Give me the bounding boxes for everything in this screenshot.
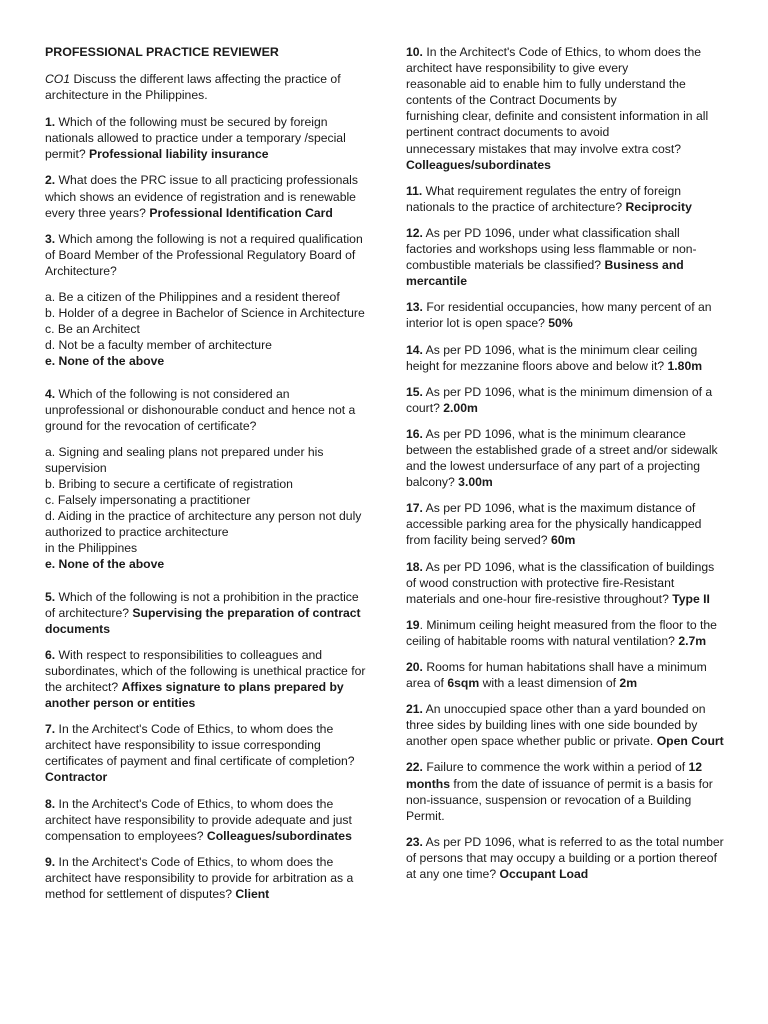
question-text-line: In the Architect's Code of Ethics, to whom does the architect have responsibility to give every xyxy=(406,45,701,76)
question-14 xyxy=(406,342,726,374)
right-column xyxy=(406,44,726,892)
question-text: For residential occupancies, how many percent of an interior lot is open space? xyxy=(406,300,712,331)
course-outcome-code: CO1 xyxy=(45,72,71,86)
question-answer: Type II xyxy=(672,591,710,606)
question-text: Rooms for human habitations shall have a minimum area of xyxy=(406,660,707,691)
question-answer: Contractor xyxy=(45,770,108,785)
question-3-options xyxy=(45,289,367,369)
question-number: 5. xyxy=(45,589,56,604)
question-answer: Colleagues/subordinates xyxy=(206,828,352,843)
question-answer-2: 2m xyxy=(619,676,638,691)
question-answer: Professional liability insurance xyxy=(89,147,269,162)
question-number: 15. xyxy=(406,384,423,399)
question-text-continued: with a least dimension of xyxy=(479,676,620,691)
question-number: 18. xyxy=(406,559,423,574)
document-title: PROFESSIONAL PRACTICE REVIEWER xyxy=(45,45,279,59)
question-text: . Minimum ceiling height measured from the floor to the ceiling of habitable rooms with natural ventilation? xyxy=(406,617,717,648)
question-text: As per PD 1096, what is referred to as the total number of persons that may occupy a building or a portion thereof at any one time? xyxy=(406,834,724,882)
question-answer: Professional Identification Card xyxy=(149,205,333,220)
question-text: Failure to commence the work within a period of xyxy=(422,760,689,775)
question-text: Which of the following is not a prohibition in the practice of architecture? xyxy=(45,589,359,620)
question-number: 20. xyxy=(406,660,423,674)
question-8 xyxy=(45,796,367,844)
question-5 xyxy=(45,589,367,637)
question-19 xyxy=(406,617,726,649)
question-13 xyxy=(406,299,726,331)
question-number: 12. xyxy=(406,225,423,240)
question-text: In the Architect's Code of Ethics, to whom does the architect have responsibility to provide adequate and just compensation to employees? xyxy=(45,796,352,843)
question-number: 8. xyxy=(45,796,56,811)
question-text: As per PD 1096, what is the minimum dimension of a court? xyxy=(406,384,713,415)
question-3 xyxy=(45,231,367,279)
question-text-line: unnecessary mistakes that may involve extra cost? xyxy=(406,141,682,156)
option-b: b. Bribing to secure a certificate of registration xyxy=(45,476,293,491)
question-23 xyxy=(406,834,726,882)
question-text: What does the PRC issue to all practicing professionals which shows an evidence of registration and is renewable every three years? xyxy=(45,173,358,220)
question-number: 14. xyxy=(406,342,423,357)
question-number: 1. xyxy=(45,115,56,130)
question-number: 3. xyxy=(45,231,56,246)
intro-paragraph xyxy=(45,71,367,103)
question-text: As per PD 1096, what is the classification of buildings of wood construction with protective fire-Resistant materials and one-hour fire-resistive throughout? xyxy=(406,559,715,606)
question-11 xyxy=(406,183,726,215)
question-number: 2. xyxy=(45,173,56,188)
question-number: 4. xyxy=(45,386,56,401)
question-number: 6. xyxy=(45,647,56,662)
question-text-line: furnishing clear, definite and consistent information in all pertinent contract documents to avoid xyxy=(406,109,709,140)
option-c: c. Falsely impersonating a practitioner xyxy=(45,493,251,508)
question-15 xyxy=(406,384,726,416)
question-text: As per PD 1096, what is the maximum distance of accessible parking area for the physically handicapped from facility being served? xyxy=(406,501,702,548)
intro-text: Discuss the different laws affecting the practice of architecture in the Philippines. xyxy=(45,72,341,103)
option-a: a. Signing and sealing plans not prepared under his supervision xyxy=(45,444,324,475)
question-answer: Colleagues/subordinates xyxy=(406,157,551,172)
question-answer: 3.00m xyxy=(458,475,493,490)
question-text: In the Architect's Code of Ethics, to whom does the architect have responsibility to provide for arbitration as a method for settlement of disputes? xyxy=(45,854,354,902)
option-a: a. Be a citizen of the Philippines and a resident thereof xyxy=(45,290,340,305)
question-text: Which of the following must be secured by foreign nationals allowed to practice under a temporary /special permit? xyxy=(45,115,346,162)
question-text: What requirement regulates the entry of foreign nationals to the practice of architecture? xyxy=(406,183,682,214)
question-number: 11. xyxy=(406,183,423,198)
question-answer: Occupant Load xyxy=(499,867,589,882)
question-answer: 2.00m xyxy=(443,400,478,415)
question-7 xyxy=(45,721,367,785)
question-answer: Reciprocity xyxy=(625,199,692,214)
option-b: b. Holder of a degree in Bachelor of Science in Architecture xyxy=(45,306,365,321)
question-number: 23. xyxy=(406,834,423,849)
question-1 xyxy=(45,114,367,162)
question-answer: Supervising the preparation of contract documents xyxy=(45,605,361,636)
question-answer: Business and mercantile xyxy=(406,258,684,289)
question-answer: 60m xyxy=(550,533,576,548)
question-answer: 1.80m xyxy=(667,358,703,373)
question-text-continued: from the date of issuance of permit is a basis for non-issuance, suspension or revocation of a Building Permit. xyxy=(406,776,713,823)
question-number: 21. xyxy=(406,702,423,717)
option-e-answer: e. None of the above xyxy=(45,557,165,572)
question-number: 16. xyxy=(406,426,423,441)
question-9 xyxy=(45,854,367,902)
question-text: An unoccupied space other than a yard bounded on three sides by building lines with one side bounded by another open space whether public or private. xyxy=(406,702,706,749)
question-answer: 12 months xyxy=(406,760,703,791)
question-text-line: reasonable aid to enable him to fully understand the contents of the Contract Documents by xyxy=(406,77,686,108)
question-22 xyxy=(406,759,726,823)
option-d-continued: in the Philippines xyxy=(45,541,138,556)
question-10 xyxy=(406,44,726,173)
option-c: c. Be an Architect xyxy=(45,322,140,337)
question-text: Which among the following is not a required qualification of Board Member of the Professional Regulatory Board of Architecture? xyxy=(45,231,363,278)
left-column xyxy=(45,44,367,912)
question-text: Which of the following is not considered an unprofessional or dishonourable conduct and hence not a ground for the revocation of certificate? xyxy=(45,386,356,433)
question-answer: Client xyxy=(235,887,270,902)
question-answer: 2.7m xyxy=(678,633,707,648)
question-text: As per PD 1096, what is the minimum clearance between the established grade of a street and/or sidewalk and the lowest undersurface of any part of a projecting balcony? xyxy=(406,426,718,490)
question-2 xyxy=(45,172,367,220)
question-12 xyxy=(406,225,726,289)
question-18 xyxy=(406,559,726,607)
question-answer: 50% xyxy=(548,316,573,331)
question-text: In the Architect's Code of Ethics, to whom does the architect have responsibility to issue corresponding certificates of payment and final certificate of completion? xyxy=(45,722,355,769)
question-answer: Open Court xyxy=(656,734,724,749)
question-4-options xyxy=(45,444,367,573)
question-number: 19 xyxy=(406,617,420,632)
question-answer: 6sqm xyxy=(447,676,480,691)
question-16 xyxy=(406,426,726,490)
question-20 xyxy=(406,659,726,691)
question-6 xyxy=(45,647,367,711)
option-d: d. Aiding in the practice of architecture any person not duly authorized to practice architecture xyxy=(45,509,362,540)
question-text: As per PD 1096, what is the minimum clear ceiling height for mezzanine floors above and below it? xyxy=(406,342,698,373)
option-d: d. Not be a faculty member of architecture xyxy=(45,338,272,353)
question-number: 13. xyxy=(406,300,423,315)
question-17 xyxy=(406,500,726,548)
question-answer: Affixes signature to plans prepared by another person or entities xyxy=(45,680,344,711)
question-number: 9. xyxy=(45,854,56,869)
question-number: 17. xyxy=(406,501,423,516)
question-number: 7. xyxy=(45,722,56,737)
question-text: As per PD 1096, under what classification shall factories and workshops using less flammable or non-combustible materials be classified? xyxy=(406,225,697,273)
question-4 xyxy=(45,386,367,434)
question-number: 22. xyxy=(406,760,423,775)
question-number: 10. xyxy=(406,45,423,59)
question-text: With respect to responsibilities to colleagues and subordinates, which of the following is unethical practice for the architect? xyxy=(45,647,366,694)
option-e-answer: e. None of the above xyxy=(45,354,165,369)
question-21 xyxy=(406,701,726,749)
